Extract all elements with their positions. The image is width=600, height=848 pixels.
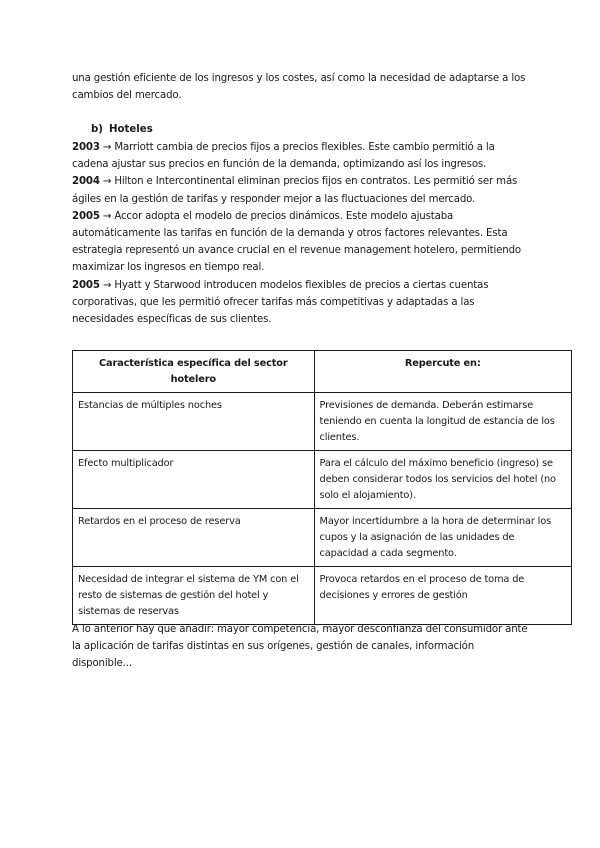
timeline-year: 2004 — [72, 176, 100, 188]
text-line: A lo anterior hay que añadir: mayor competencia, mayor desconfianza del consumidor ante — [72, 624, 528, 635]
table-cell-feature: Estancias de múltiples noches — [73, 393, 315, 451]
timeline-line: corporativas, que les permitió ofrecer tarifas más competitivas y adaptadas a las — [72, 296, 475, 308]
timeline-line: necesidades específicas de sus clientes. — [72, 314, 272, 326]
timeline-line — [72, 277, 532, 294]
table-cell-feature: Efecto multiplicador — [73, 451, 315, 509]
section-heading — [91, 124, 153, 135]
table-cell-feature: Retardos en el proceso de reserva — [73, 509, 315, 567]
table-row — [73, 393, 572, 451]
timeline-text: → Accor adopta el modelo de precios dinámicos. Este modelo ajustaba — [99, 210, 454, 222]
timeline-text: → Hilton e Intercontinental eliminan precios fijos en contratos. Les permitió ser más — [99, 176, 518, 188]
table-cell-impact: Previsiones de demanda. Deberán estimarse teniendo en cuenta la longitud de estancia de los clientes. — [314, 393, 571, 451]
table-header-row — [73, 351, 572, 393]
intro-paragraph — [72, 70, 532, 104]
hotel-features-table — [72, 350, 572, 625]
table-row — [73, 509, 572, 567]
text-line: una gestión eficiente de los ingresos y los costes, así como la necesidad de adaptarse a los — [72, 73, 526, 84]
table-cell-impact: Mayor incertidumbre a la hora de determinar los cupos y la asignación de las unidades de capacidad a cada segmento. — [314, 509, 571, 567]
timeline-year: 2005 — [72, 210, 100, 222]
table-cell-feature: Necesidad de integrar el sistema de YM con el resto de sistemas de gestión del hotel y sistemas de reservas — [73, 567, 315, 625]
timeline-text: → Marriott cambia de precios fijos a precios flexibles. Este cambio permitió a la — [99, 142, 495, 153]
table-row — [73, 451, 572, 509]
timeline-year: 2003 — [72, 142, 100, 153]
closing-paragraph — [72, 621, 532, 673]
text-line: la aplicación de tarifas distintas en sus orígenes, gestión de canales, información — [72, 641, 475, 653]
timeline-line: cadena ajustar sus precios en función de la demanda, optimizando así los ingresos. — [72, 159, 487, 171]
text-line: cambios del mercado. — [72, 90, 182, 102]
timeline-line: ágiles en la gestión de tarifas y responder mejor a las fluctuaciones del mercado. — [72, 193, 476, 205]
timeline-line — [72, 173, 532, 190]
text-line: disponible... — [72, 658, 132, 670]
timeline-text: → Hyatt y Starwood introducen modelos flexibles de precios a ciertas cuentas — [99, 279, 489, 291]
table-header-impact: Repercute en: — [314, 351, 571, 393]
timeline-year: 2005 — [72, 279, 100, 291]
table-cell-impact: Para el cálculo del máximo beneficio (ingreso) se deben considerar todos los servicios del hotel (no solo el alojamiento). — [314, 451, 571, 509]
timeline-line: automáticamente las tarifas en función de la demanda y otros factores relevantes. Esta — [72, 228, 508, 240]
timeline-paragraph — [72, 139, 532, 328]
section-number: b) — [91, 124, 103, 135]
table-header-feature: Característica específica del sector hotelero — [73, 351, 315, 393]
table-row — [73, 567, 572, 625]
timeline-line — [72, 208, 532, 225]
timeline-line: maximizar los ingresos en tiempo real. — [72, 262, 265, 274]
timeline-line — [72, 139, 532, 156]
timeline-line: estrategia representó un avance crucial en el revenue management hotelero, permitiendo — [72, 245, 521, 257]
section-title: Hoteles — [109, 124, 153, 135]
table-cell-impact: Provoca retardos en el proceso de toma de decisiones y errores de gestión — [314, 567, 571, 625]
